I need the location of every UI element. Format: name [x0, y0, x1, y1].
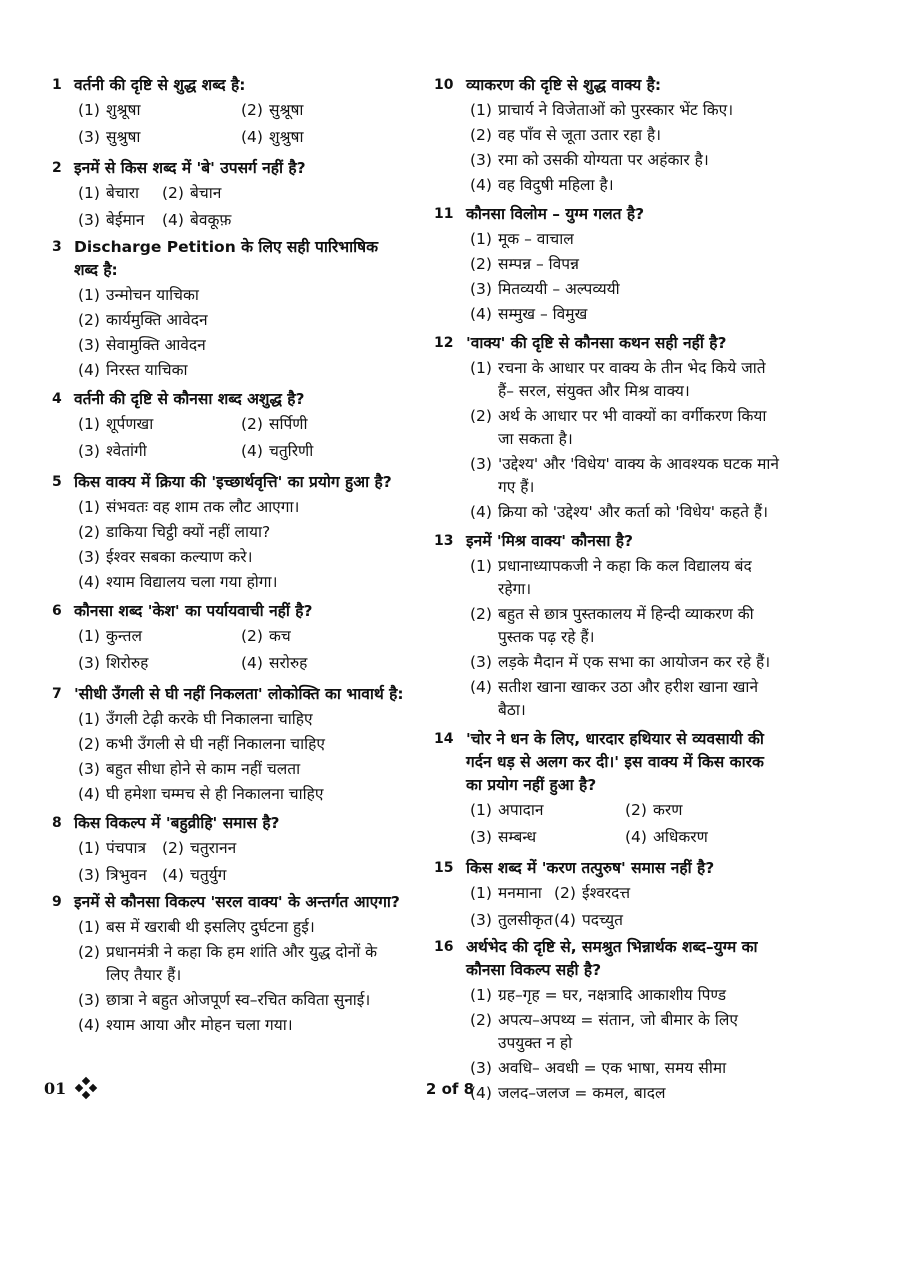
- option-2: [78, 941, 404, 987]
- option-label: (3): [470, 1059, 492, 1077]
- option-label: (4): [241, 654, 263, 672]
- question-number: 13: [434, 533, 454, 549]
- question-number: 1: [52, 77, 62, 93]
- option-3: [78, 440, 241, 463]
- option-1: [470, 799, 625, 822]
- option-label: (3): [78, 336, 100, 354]
- question-5: [44, 471, 404, 596]
- question-number: 8: [52, 815, 62, 831]
- option-label: (4): [470, 305, 492, 323]
- option-label: (1): [78, 839, 100, 857]
- option-2: [241, 625, 404, 648]
- question-text: किस वाक्य में क्रिया की 'इच्छार्थवृत्ति' का प्रयोग हुआ है?: [74, 473, 392, 491]
- option-text: प्रधानाध्यापकजी ने कहा कि कल विद्यालय बंद रहेगा।: [498, 557, 752, 598]
- option-2: [470, 603, 780, 649]
- question-body: [466, 332, 780, 526]
- option-3: [470, 826, 625, 849]
- option-label: (1): [78, 710, 100, 728]
- question-text: व्याकरण की दृष्टि से शुद्ध वाक्य है:: [466, 76, 662, 94]
- option-text: प्राचार्य ने विजेताओं को पुरस्कार भेंट किए।: [498, 101, 734, 119]
- option-label: (2): [78, 523, 100, 541]
- question-number: 4: [52, 391, 62, 407]
- question-3: [44, 236, 404, 384]
- option-label: (3): [78, 866, 100, 884]
- option-1: [78, 413, 241, 436]
- question-number: 3: [52, 239, 62, 255]
- option-2: [625, 799, 780, 822]
- option-text: डाकिया चिट्ठी क्यों नहीं लाया?: [106, 523, 271, 541]
- options-list: [78, 916, 404, 1037]
- question-2: [44, 157, 404, 232]
- option-label: (1): [470, 801, 492, 819]
- option-label: (2): [241, 627, 263, 645]
- option-text: उँगली टेढ़ी करके घी निकालना चाहिए: [106, 710, 313, 728]
- question-body: [74, 683, 404, 808]
- option-text: सुश्रूषा: [269, 101, 304, 119]
- option-4: [241, 440, 404, 463]
- question-body: [74, 600, 404, 679]
- option-text: ग्रह–गृह = घर, नक्षत्रादि आकाशीय पिण्ड: [498, 986, 727, 1004]
- option-label: (1): [470, 557, 492, 575]
- option-label: (4): [625, 828, 647, 846]
- option-text: पदच्युत: [582, 911, 623, 929]
- question-text: इनमें से किस शब्द में 'बे' उपसर्ग नहीं है?: [74, 159, 306, 177]
- option-text: कच: [269, 627, 291, 645]
- option-label: (1): [78, 918, 100, 936]
- question-11: [428, 203, 780, 328]
- option-label: (1): [78, 101, 100, 119]
- option-label: (3): [78, 991, 100, 1009]
- option-label: (4): [470, 678, 492, 696]
- option-3: [78, 758, 404, 781]
- question-text: 'वाक्य' की दृष्टि से कौनसा कथन सही नहीं है?: [466, 334, 727, 352]
- option-text: उन्मोचन याचिका: [106, 286, 199, 304]
- option-1: [470, 357, 780, 403]
- options-list: [78, 284, 404, 382]
- option-text: वह विदुषी महिला है।: [498, 176, 614, 194]
- page-number: 2 of 8: [425, 1080, 475, 1098]
- option-text: अर्थ के आधार पर भी वाक्यों का वर्गीकरण किया जा सकता है।: [498, 407, 767, 448]
- question-body: [466, 728, 780, 853]
- option-4: [241, 652, 404, 675]
- option-label: (2): [162, 184, 184, 202]
- option-1: [470, 555, 780, 601]
- option-label: (3): [470, 151, 492, 169]
- question-text: अर्थभेद की दृष्टि से, समश्रुत भिन्नार्थक शब्द–युग्म का कौनसा विकल्प सही है?: [466, 938, 758, 979]
- option-text: बेचारा: [106, 184, 140, 202]
- option-3: [78, 126, 241, 149]
- option-text: श्याम विद्यालय चला गया होगा।: [106, 573, 278, 591]
- option-label: (3): [470, 455, 492, 473]
- option-3: [470, 453, 780, 499]
- option-4: [470, 174, 780, 197]
- options-list: [470, 357, 780, 524]
- option-label: (4): [162, 866, 184, 884]
- option-text: बस में खराबी थी इसलिए दुर्घटना हुई।: [106, 918, 315, 936]
- question-body: [466, 857, 780, 932]
- option-label: (4): [162, 211, 184, 229]
- question-body: [466, 74, 780, 199]
- option-text: प्रधानमंत्री ने कहा कि हम शांति और युद्ध दोनों के लिए तैयार हैं।: [106, 943, 378, 984]
- left-column: [44, 74, 404, 1043]
- question-number: 14: [434, 731, 454, 747]
- option-text: अवधि– अवधी = एक भाषा, समय सीमा: [498, 1059, 727, 1077]
- question-text: किस विकल्प में 'बहुव्रीहि' समास है?: [74, 814, 280, 832]
- option-1: [78, 916, 404, 939]
- question-8: [44, 812, 404, 887]
- option-label: (4): [241, 128, 263, 146]
- option-text: शूर्पणखा: [106, 415, 154, 433]
- question-text: 'चोर ने धन के लिए, धारदार हथियार से व्यवसायी की गर्दन धड़ से अलग कर दी।' इस वाक्य में किस कारक का प्रयोग नहीं हुआ है?: [466, 730, 764, 794]
- option-text: अपत्य–अपथ्य = संतान, जो बीमार के लिए उपयुक्त न हो: [498, 1011, 738, 1052]
- options-list: [470, 555, 780, 722]
- option-text: कभी उँगली से घी नहीं निकालना चाहिए: [106, 735, 325, 753]
- option-4: [78, 359, 404, 382]
- option-text: कार्यमुक्ति आवेदन: [106, 311, 208, 329]
- option-label: (4): [470, 1084, 492, 1102]
- option-text: बहुत सीधा होने से काम नहीं चलता: [106, 760, 301, 778]
- option-label: (3): [78, 211, 100, 229]
- option-text: सम्पन्न – विपन्न: [498, 255, 579, 273]
- option-label: (2): [78, 943, 100, 961]
- option-text: सुश्रुषा: [106, 128, 141, 146]
- option-label: (1): [470, 986, 492, 1004]
- option-2: [241, 413, 404, 436]
- option-text: सम्मुख – विमुख: [498, 305, 588, 323]
- option-1: [470, 99, 780, 122]
- option-label: (3): [470, 911, 492, 929]
- option-text: शुश्रूषा: [106, 101, 141, 119]
- option-1: [78, 625, 241, 648]
- option-text: बेईमान: [106, 211, 145, 229]
- option-label: (2): [241, 415, 263, 433]
- question-body: [466, 203, 780, 328]
- option-4: [625, 826, 780, 849]
- options-list: [78, 625, 404, 679]
- option-label: (1): [470, 359, 492, 377]
- options-grid: [78, 182, 404, 232]
- option-label: (4): [470, 176, 492, 194]
- question-text: इनमें 'मिश्र वाक्य' कौनसा है?: [466, 532, 633, 550]
- option-label: (1): [78, 184, 100, 202]
- option-text: सम्बन्ध: [498, 828, 537, 846]
- option-text: बहुत से छात्र पुस्तकालय में हिन्दी व्याकरण की पुस्तक पढ़ रहे हैं।: [498, 605, 754, 646]
- option-2: [470, 1009, 780, 1055]
- option-text: जलद–जलज = कमल, बादल: [498, 1084, 666, 1102]
- question-body: [466, 530, 780, 724]
- option-text: लड़के मैदान में एक सभा का आयोजन कर रहे हैं।: [498, 653, 771, 671]
- option-1: [78, 496, 404, 519]
- option-label: (2): [470, 605, 492, 623]
- option-3: [470, 149, 780, 172]
- option-label: (1): [470, 884, 492, 902]
- option-1: [78, 284, 404, 307]
- option-4: [470, 303, 780, 326]
- option-2: [470, 253, 780, 276]
- paper-code-text: 01: [44, 1078, 67, 1098]
- option-label: (4): [241, 442, 263, 460]
- option-label: (4): [470, 503, 492, 521]
- option-text: करण: [653, 801, 683, 819]
- option-label: (3): [470, 828, 492, 846]
- question-text: इनमें से कौनसा विकल्प 'सरल वाक्य' के अन्तर्गत आएगा?: [74, 893, 400, 911]
- option-label: (2): [470, 1011, 492, 1029]
- option-4: [78, 783, 404, 806]
- option-label: (4): [78, 361, 100, 379]
- option-3: [78, 989, 404, 1012]
- question-4: [44, 388, 404, 467]
- option-2: [470, 124, 780, 147]
- options-list: [470, 799, 780, 853]
- question-number: 5: [52, 474, 62, 490]
- option-text: अधिकरण: [653, 828, 708, 846]
- option-text: पंचपात्र: [106, 839, 147, 857]
- option-label: (1): [78, 498, 100, 516]
- question-12: [428, 332, 780, 526]
- question-number: 11: [434, 206, 454, 222]
- option-label: (4): [78, 785, 100, 803]
- option-label: (4): [554, 911, 576, 929]
- option-1: [470, 984, 780, 1007]
- option-text: ईश्वर सबका कल्याण करे।: [106, 548, 253, 566]
- option-text: मनमाना: [498, 884, 542, 902]
- option-4: [470, 501, 780, 524]
- options-list: [78, 496, 404, 594]
- option-text: छात्रा ने बहुत ओजपूर्ण स्व–रचित कविता सुनाई।: [106, 991, 371, 1009]
- question-13: [428, 530, 780, 724]
- question-body: [74, 812, 404, 887]
- question-number: 6: [52, 603, 62, 619]
- question-text: कौनसा विलोम – युग्म गलत है?: [466, 205, 645, 223]
- option-text: सर्पिणी: [269, 415, 308, 433]
- option-text: घी हमेशा चम्मच से ही निकालना चाहिए: [106, 785, 324, 803]
- option-label: (2): [78, 735, 100, 753]
- question-text: किस शब्द में 'करण तत्पुरुष' समास नहीं है?: [466, 859, 715, 877]
- option-text: शिरोरुह: [106, 654, 149, 672]
- option-3: [470, 278, 780, 301]
- option-label: (3): [78, 128, 100, 146]
- question-10: [428, 74, 780, 199]
- options-list: [78, 413, 404, 467]
- option-text: क्रिया को 'उद्देश्य' और कर्ता को 'विधेय' कहते हैं।: [498, 503, 768, 521]
- option-1: [78, 99, 241, 122]
- option-text: सतीश खाना खाकर उठा और हरीश खाना खाने बैठा।: [498, 678, 759, 719]
- option-2: [78, 309, 404, 332]
- option-2: [241, 99, 404, 122]
- option-3: [470, 651, 780, 674]
- question-body: [74, 891, 404, 1039]
- option-label: (2): [78, 311, 100, 329]
- option-label: (1): [470, 101, 492, 119]
- option-text: श्याम आया और मोहन चला गया।: [106, 1016, 293, 1034]
- option-text: चतुर्युग: [190, 866, 227, 884]
- option-label: (1): [78, 286, 100, 304]
- option-label: (2): [470, 126, 492, 144]
- option-text: कुन्तल: [106, 627, 143, 645]
- option-label: (3): [78, 548, 100, 566]
- option-label: (2): [470, 407, 492, 425]
- option-text: निरस्त याचिका: [106, 361, 188, 379]
- question-number: 10: [434, 77, 454, 93]
- option-text: श्वेतांगी: [106, 442, 147, 460]
- question-number: 12: [434, 335, 454, 351]
- option-1: [470, 228, 780, 251]
- option-text: तुलसीकृत: [498, 911, 553, 929]
- option-text: चतुरानन: [190, 839, 237, 857]
- option-text: 'उद्देश्य' और 'विधेय' वाक्य के आवश्यक घटक माने गए हैं।: [498, 455, 779, 496]
- question-body: [74, 74, 404, 153]
- option-label: (4): [78, 1016, 100, 1034]
- option-label: (3): [78, 442, 100, 460]
- option-4: [241, 126, 404, 149]
- option-label: (2): [554, 884, 576, 902]
- question-text: 'सीधी उँगली से घी नहीं निकलता' लोकोक्ति का भावार्थ है:: [74, 685, 404, 703]
- option-3: [470, 1057, 780, 1080]
- question-1: [44, 74, 404, 153]
- option-label: (1): [78, 415, 100, 433]
- option-text: बेवकूफ़: [190, 211, 232, 229]
- option-2: [470, 405, 780, 451]
- options-list: [470, 228, 780, 326]
- option-label: (3): [470, 280, 492, 298]
- question-9: [44, 891, 404, 1039]
- option-1: [78, 708, 404, 731]
- option-3: [78, 334, 404, 357]
- question-7: [44, 683, 404, 808]
- question-body: [74, 388, 404, 467]
- option-2: [78, 521, 404, 544]
- options-grid: [470, 882, 780, 932]
- option-label: (3): [78, 654, 100, 672]
- question-6: [44, 600, 404, 679]
- option-4: [470, 676, 780, 722]
- question-number: 15: [434, 860, 454, 876]
- option-label: (3): [470, 653, 492, 671]
- option-4: [78, 571, 404, 594]
- right-column: [428, 74, 780, 1111]
- option-text: ईश्वरदत्त: [582, 884, 631, 902]
- option-label: (2): [241, 101, 263, 119]
- option-text: बेचान: [190, 184, 222, 202]
- options-grid: [78, 837, 404, 887]
- question-14: [428, 728, 780, 853]
- question-text: वर्तनी की दृष्टि से कौनसा शब्द अशुद्ध है?: [74, 390, 305, 408]
- option-text: अपादान: [498, 801, 544, 819]
- question-text: Discharge Petition के लिए सही पारिभाषिक शब्द है:: [74, 238, 379, 279]
- question-text: कौनसा शब्द 'केश' का पर्यायवाची नहीं है?: [74, 602, 313, 620]
- option-label: (4): [78, 573, 100, 591]
- option-text: शुश्रुषा: [269, 128, 304, 146]
- option-4: [78, 1014, 404, 1037]
- options-list: [470, 99, 780, 197]
- option-text: सरोरुह: [269, 654, 308, 672]
- question-text: वर्तनी की दृष्टि से शुद्ध शब्द है:: [74, 76, 246, 94]
- option-text: रचना के आधार पर वाक्य के तीन भेद किये जाते हैं– सरल, संयुक्त और मिश्र वाक्य।: [498, 359, 766, 400]
- question-number: 16: [434, 939, 454, 955]
- question-number: 7: [52, 686, 62, 702]
- option-text: संभवतः वह शाम तक लौट आएगा।: [106, 498, 300, 516]
- question-15: [428, 857, 780, 932]
- option-label: (2): [162, 839, 184, 857]
- option-label: (2): [625, 801, 647, 819]
- question-number: 9: [52, 894, 62, 910]
- option-label: (1): [78, 627, 100, 645]
- option-3: [78, 652, 241, 675]
- question-body: [74, 236, 404, 384]
- option-label: (1): [470, 230, 492, 248]
- options-list: [78, 708, 404, 806]
- option-text: त्रिभुवन: [106, 866, 147, 884]
- option-text: सेवामुक्ति आवेदन: [106, 336, 206, 354]
- option-text: रमा को उसकी योग्यता पर अहंकार है।: [498, 151, 709, 169]
- option-2: [78, 733, 404, 756]
- option-text: मितव्ययी – अल्पव्ययी: [498, 280, 620, 298]
- option-label: (2): [470, 255, 492, 273]
- option-3: [78, 546, 404, 569]
- option-label: (3): [78, 760, 100, 778]
- question-body: [74, 471, 404, 596]
- options-list: [78, 99, 404, 153]
- question-number: 2: [52, 160, 62, 176]
- option-text: मूक – वाचाल: [498, 230, 574, 248]
- question-body: [74, 157, 404, 232]
- option-text: चतुरिणी: [269, 442, 314, 460]
- option-text: वह पाँव से जूता उतार रहा है।: [498, 126, 662, 144]
